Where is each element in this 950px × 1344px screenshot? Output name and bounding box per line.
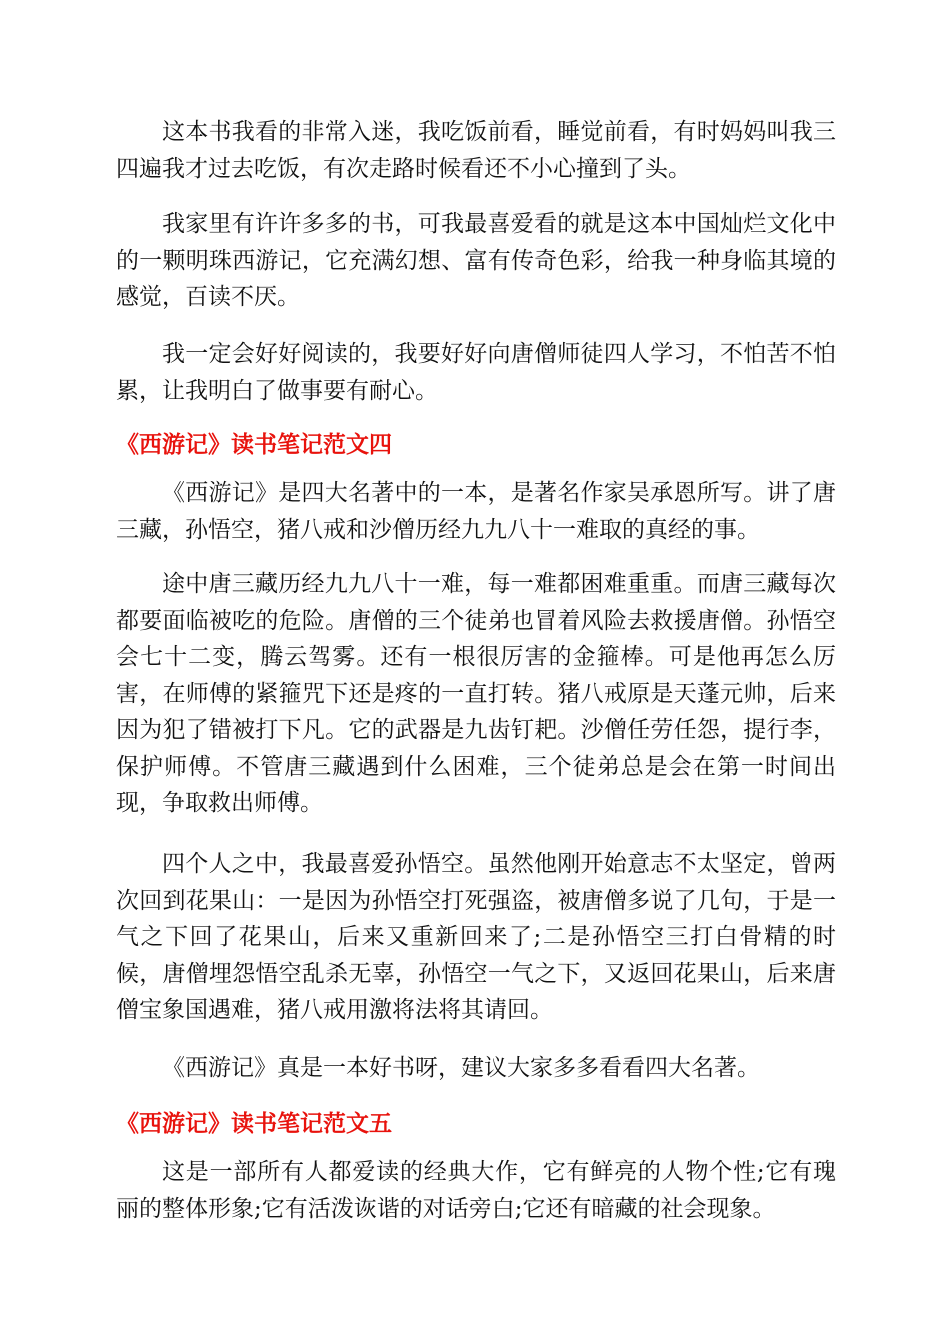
paragraph-reading-habits: 这本书我看的非常入迷，我吃饭前看，睡觉前看，有时妈妈叫我三四遍我才过去吃饭，有次走路时候看还不小心撞到了头。 bbox=[116, 119, 836, 182]
section-heading-essay-four: 《西游记》读书笔记范文四 bbox=[116, 432, 392, 458]
paragraph-favorite-character: 四个人之中，我最喜爱孙悟空。虽然他刚开始意志不太坚定，曾两次回到花果山：一是因为孙悟空打死强盗，被唐僧多说了几句，于是一气之下回了花果山，后来又重新回来了;二是孙悟空三打白骨精的时候，唐僧埋怨悟空乱杀无辜，孙悟空一气之下，又返回花果山，后来唐僧宝象国遇难，猪八戒用激将法将其请回。 bbox=[116, 851, 836, 1023]
section-heading-essay-five: 《西游记》读书笔记范文五 bbox=[116, 1111, 392, 1137]
paragraph-favorite-book: 我家里有许许多多的书，可我最喜爱看的就是这本中国灿烂文化中的一颗明珠西游记，它充满幻想、富有传奇色彩，给我一种身临其境的感觉，百读不厌。 bbox=[116, 211, 836, 310]
paragraph-learning: 我一定会好好阅读的，我要好好向唐僧师徒四人学习，不怕苦不怕累，让我明白了做事要有耐心。 bbox=[116, 341, 836, 404]
paragraph-classic-work: 这是一部所有人都爱读的经典大作，它有鲜亮的人物个性;它有瑰丽的整体形象;它有活泼诙谐的对话旁白;它还有暗藏的社会现象。 bbox=[116, 1159, 836, 1222]
paragraph-book-intro: 《西游记》是四大名著中的一本，是著名作家吴承恩所写。讲了唐三藏，孙悟空，猪八戒和沙僧历经九九八十一难取的真经的事。 bbox=[116, 480, 836, 543]
paragraph-recommendation: 《西游记》真是一本好书呀，建议大家多多看看四大名著。 bbox=[162, 1055, 760, 1081]
paragraph-journey: 途中唐三藏历经九九八十一难，每一难都困难重重。而唐三藏每次都要面临被吃的危险。唐僧的三个徒弟也冒着风险去救援唐僧。孙悟空会七十二变，腾云驾雾。还有一根很厉害的金箍棒。可是他再怎么厉害，在师傅的紧箍咒下还是疼的一直打转。猪八戒原是天蓬元帅，后来因为犯了错被打下凡。它的武器是九齿钉耙。沙僧任劳任怨，提行李，保护师傅。不管唐三藏遇到什么困难，三个徒弟总是会在第一时间出现，争取救出师傅。 bbox=[116, 571, 836, 816]
